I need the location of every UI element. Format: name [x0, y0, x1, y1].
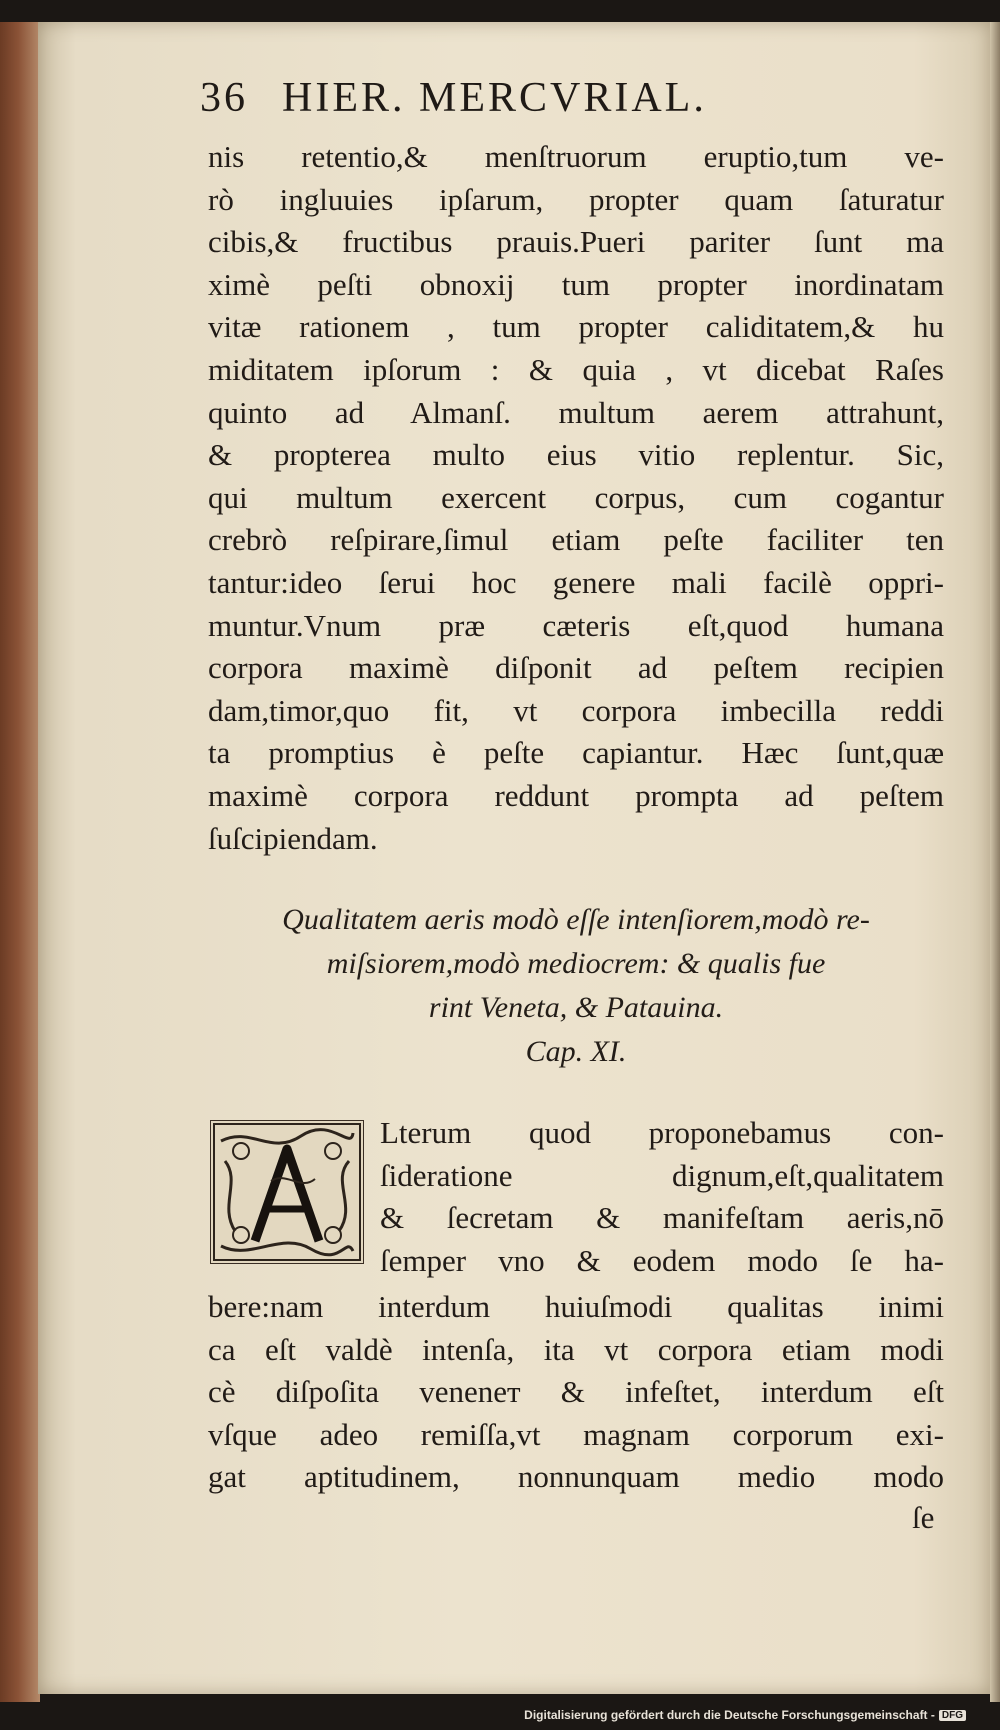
text-line: rò ingluuies ipſarum, propter quam ſaturatur	[208, 181, 944, 217]
text-line: muntur.Vnum præ cæteris eſt,quod humana	[208, 607, 944, 643]
text-line: Lterum quod proponebamus con-	[380, 1115, 944, 1150]
decorated-initial-a	[210, 1120, 364, 1264]
text-line: ſemper vno & eodem modo ſe ha-	[380, 1242, 944, 1278]
text-line: dam,timor,quo fit, vt corpora imbecilla reddi	[208, 692, 944, 728]
paragraph-1	[208, 136, 944, 860]
text-line: ſuſcipiendam.	[208, 820, 378, 856]
chapter-heading-line: miſsiorem,modò mediocrem: & qualis fue	[326, 947, 826, 980]
binding-edge	[0, 22, 40, 1702]
chapter-heading-line: rint Veneta, & Patauina.	[428, 991, 724, 1024]
text-line: cibis,& fructibus prauis.Pueri pariter ſunt ma	[208, 224, 944, 260]
chapter-number: Cap. XI.	[525, 1035, 627, 1068]
text-line: vſque adeo remiſſa,vt magnam corporum exi-	[208, 1416, 944, 1452]
credit-text: Digitalisierung gefördert durch die Deutsche Forschungsgemeinschaft -	[524, 1708, 935, 1722]
chapter-heading	[208, 898, 944, 1074]
text-line: gat aptitudinem, nonnunquam medio modo	[208, 1459, 944, 1495]
digitization-credit	[524, 1708, 966, 1722]
text-line: corpora maximè diſponit ad peſtem recipien	[208, 650, 944, 686]
catchword: ſe	[912, 1500, 935, 1535]
text-line: maximè corpora reddunt prompta ad peſtem	[208, 777, 944, 813]
chapter-heading-line: Qualitatem aeris modò eſſe intenſiorem,modò re-	[282, 903, 870, 936]
text-line: nis retentio,& menſtruorum eruptio,tum ve-	[208, 139, 944, 174]
text-line: crebrò reſpirare,ſimul etiam peſte faciliter ten	[208, 522, 944, 558]
running-head	[200, 74, 850, 122]
initial-paragraph-lines	[380, 1112, 944, 1282]
text-line: & propterea multo eius vitio replentur. Sic,	[208, 437, 944, 473]
text-line: cè diſpoſita veneneт & infeſtet, interdum eſt	[208, 1374, 944, 1410]
text-line: miditatem ipſorum : & quia , vt dicebat Raſes	[208, 351, 944, 387]
text-line: ximè peſti obnoxij tum propter inordinatam	[208, 266, 944, 302]
running-title: HIER. MERCVRIAL.	[282, 75, 707, 121]
text-line: quinto ad Almanſ. multum aerem attrahunt,	[208, 394, 944, 430]
text-line: ſideratione dignum,eſt,qualitatem	[380, 1157, 944, 1193]
text-line: tantur:ideo ſerui hoc genere mali facilè oppri-	[208, 564, 944, 600]
page-number: 36	[200, 75, 248, 121]
text-line: bere:nam interdum huiuſmodi qualitas inimi	[208, 1289, 944, 1324]
dfg-logo: DFG	[939, 1710, 966, 1721]
text-line: ta promptius è peſte capiantur. Hæc ſunt,quæ	[208, 735, 944, 771]
page-edge	[990, 22, 1000, 1702]
text-line: ca eſt valdè intenſa, ita vt corpora etiam modi	[208, 1331, 944, 1367]
text-line: & ſecretam & manifeſtam aeris,nō	[380, 1200, 944, 1236]
text-line: qui multum exercent corpus, cum cogantur	[208, 479, 944, 515]
text-line: vitæ rationem , tum propter caliditatem,& hu	[208, 309, 944, 345]
paragraph-2	[208, 1286, 944, 1499]
